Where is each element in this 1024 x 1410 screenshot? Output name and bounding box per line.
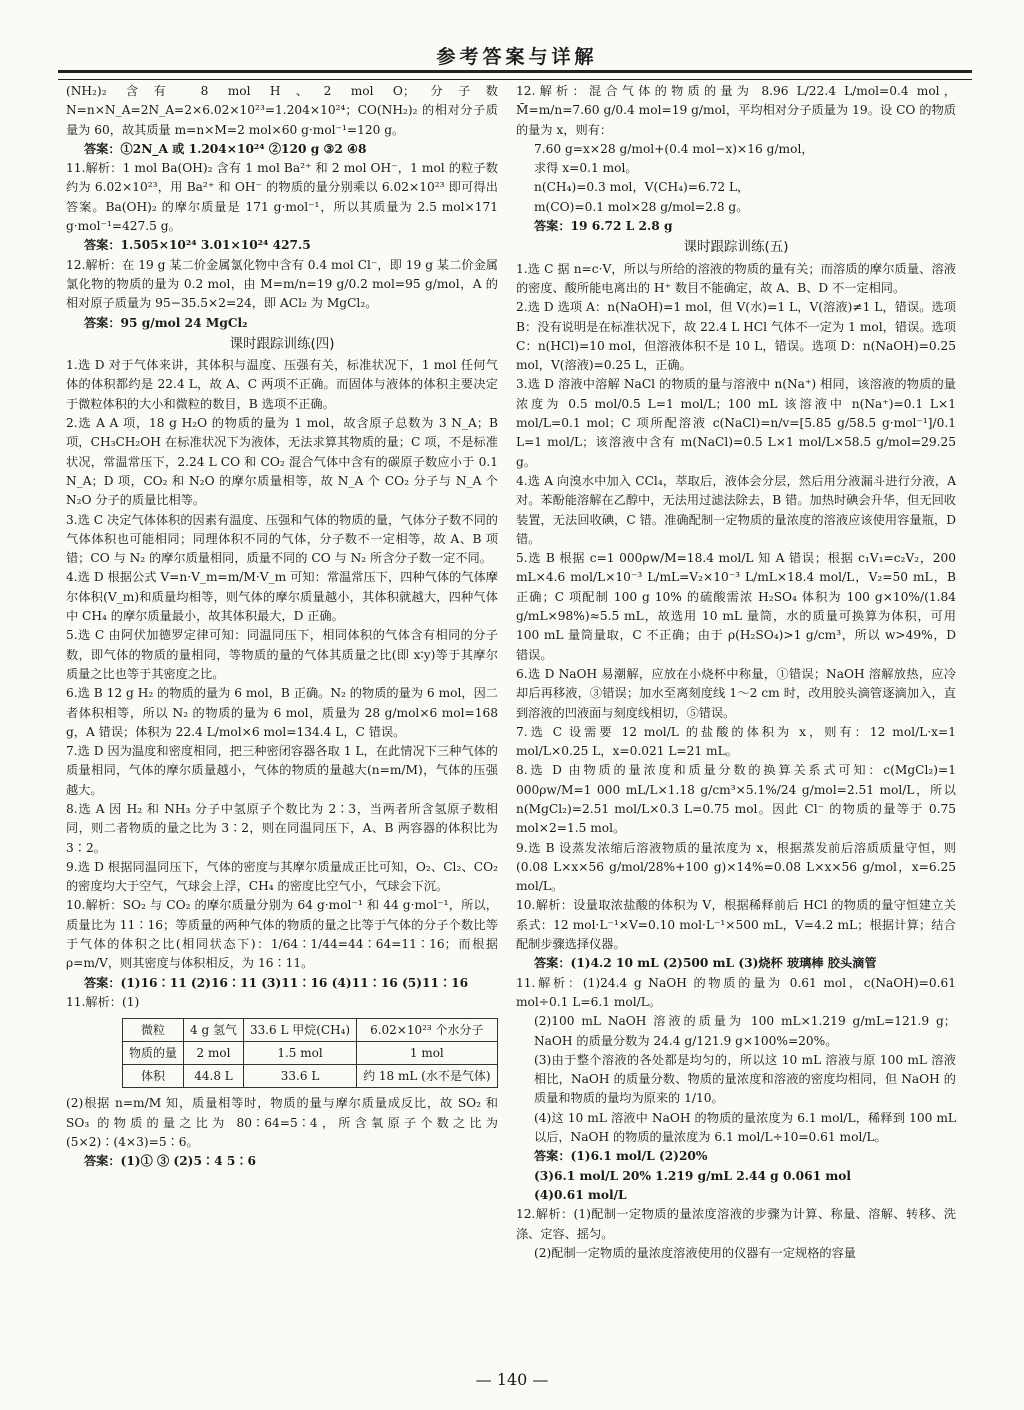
paragraph: 1.选 D 对于气体来讲，其体积与温度、压强有关，标准状况下，1 mol 任何气体的体积都约是 22.4 L，故 A、C 两项不正确。而固体与液体的体积主要决定于微粒体积的大小和微粒的数目，B 选项不正确。 [66,358,498,411]
paragraph: (2)配制一定物质的量浓度溶液使用的仪器有一定规格的容量 [534,1245,856,1260]
table-cell: 33.6 L 甲烷(CH₄) [243,1019,356,1042]
paragraph: 12.解析：混合气体的物质的量为 8.96 L/22.4 L/mol=0.4 mol，M̄=m/n=7.60 g/0.4 mol=19 g/mol，平均相对分子质量为 19。设 CO 的物质的量为 x，则有： [516,84,956,137]
left-column [66,82,498,1171]
paragraph: (3)由于整个溶液的各处都是均匀的，所以这 10 mL 溶液与原 100 mL 溶液相比，NaOH 的质量分数、物质的量浓度和溶液的密度均相同，但 NaOH 的质量和物质的量均为原来的 1/10。 [534,1052,956,1106]
answer-line: 答案：19 6.72 L 2.8 g [534,219,673,234]
paragraph: 11.解析：(1)24.4 g NaOH 的物质的量为 0.61 mol，c(NaOH)=0.61 mol÷0.1 L=6.1 mol/L。 [516,975,956,1009]
page-number: — 140 — [475,1370,549,1389]
answer-line: 答案：95 g/mol 24 MgCl₂ [84,315,248,330]
paragraph: 2.选 A A 项，18 g H₂O 的物质的量为 1 mol，故含原子总数为 3 N_A；B 项，CH₃CH₂OH 在标准状况下为液体，无法求算其物质的量；C 项，不是标准状况，常温常压下，2.24 L CO 和 CO₂ 混合气体中含有的碳原子数应小于 0.1 N_A；D 项，CO₂ 和 N₂O 的摩尔质量相等，故 N_A 个 CO₂ 分子与 N_A 个 N₂O 分子的质量比相等。 [66,416,498,508]
paragraph: 7.选 D 因为温度和密度相同，把三种密闭容器各取 1 L，在此情况下三种气体的质量相同，气体的摩尔质量越小，气体的物质的量越大(n=m/M)，气体的压强越大。 [66,744,498,797]
table-cell: 1.5 mol [243,1042,356,1065]
table-cell: 44.8 L [184,1065,244,1088]
paragraph: 1.选 C 据 n=c·V，所以与所给的溶液的物质的量有关；而溶质的摩尔质量、溶液的密度、酸所能电离出的 H⁺ 数目不能确定，故 A、B、D 不一定相同。 [516,261,956,295]
right-column [516,82,956,1263]
paragraph: m(CO)=0.1 mol×28 g/mol=2.8 g。 [534,199,749,214]
answer-line: 答案：(1)4.2 10 mL (2)500 mL (3)烧杯 玻璃棒 胶头滴管 [534,956,877,971]
header-rule [58,70,972,80]
paragraph: (2)根据 n=m/M 知，质量相等时，物质的量与摩尔质量成反比，故 SO₂ 和 SO₃ 的物质的量之比为 80∶64=5∶4，所含氧原子个数之比为(5×2)∶(4×3)=5∶6。 [66,1096,498,1149]
paragraph: 8.选 A 因 H₂ 和 NH₃ 分子中氢原子个数比为 2∶3，当两者所含氢原子数相同，则二者物质的量之比为 3∶2，则在同温同压下，A、B 两容器的体积比为 3∶2。 [66,801,498,855]
page-header [60,42,974,69]
paragraph: 12.解析：在 19 g 某二价金属氯化物中含有 0.4 mol Cl⁻，即 19 g 某二价金属氯化物的物质的量为 0.2 mol，由 M=m/n=19 g/0.2 mol=95 g/mol，A 的相对原子质量为 95−35.5×2=24，即 ACl₂ 为 MgCl₂。 [66,257,498,311]
paragraph: 4.选 D 根据公式 V=n·V_m=m/M·V_m 可知：常温常压下，四种气体的气体摩尔体积(V_m)和质量均相等，则气体的摩尔质量越小，其体积就越大，四种气体中 CH₄ 的摩尔质量最小，故其体积最大，D 正确。 [66,570,498,624]
paragraph: 7.选 C 设需要 12 mol/L 的盐酸的体积为 x，则有：12 mol/L·x=1 mol/L×0.25 L，x=0.021 L=21 mL。 [516,724,956,759]
table-cell: 体积 [123,1065,184,1088]
answer-line: (4)0.61 mol/L [534,1187,627,1202]
paragraph: (NH₂)₂ 含有 8 mol H、2 mol O；分子数 N=n×N_A=2N_A=2×6.02×10²³=1.204×10²⁴；CO(NH₂)₂ 的相对分子质量为 60，故其质量 m=n×M=2 mol×60 g·mol⁻¹=120 g。 [66,84,498,137]
paragraph: 6.选 B 12 g H₂ 的物质的量为 6 mol，B 正确。N₂ 的物质的量为 6 mol，因二者体积相等，所以 N₂ 的物质的量为 6 mol，质量为 28 g/mol×6 mol=168 g，A 错误；体积为 22.4 L/mol×6 mol=134.4 L，C 错误。 [66,686,498,739]
answer-line: 答案：(1)① ③ (2)5∶4 5∶6 [84,1154,256,1169]
table-cell: 物质的量 [123,1042,184,1065]
paragraph: 2.选 D 选项 A：n(NaOH)=1 mol，但 V(水)=1 L，V(溶液)≠1 L，错误。选项 B：没有说明是在标准状况下，故 22.4 L HCl 气体不一定为 1 mol，错误。选项 C：n(HCl)=10 mol，但溶液体积不是 10 L，错误。选项 D：n(NaOH)=0.25 mol，V(溶液)=0.25 L，正确。 [516,300,956,373]
answer-line: 答案：①2N_A 或 1.204×10²⁴ ②120 g ③2 ④8 [84,141,367,156]
paragraph: 10.解析：SO₂ 与 CO₂ 的摩尔质量分别为 64 g·mol⁻¹ 和 44 g·mol⁻¹，所以，质量比为 11∶16；等质量的两种气体的物质的量之比等于气体的分子个数比等于气体的体积之比(相同状态下)：1/64∶1/44=44∶64=11∶16；而根据 ρ=m/V，则其密度与体积相反，为 16∶11。 [66,898,498,971]
table-cell: 4 g 氢气 [184,1019,244,1042]
section-title: 课时跟踪训练(五) [683,239,789,256]
paragraph: 10.解析：设量取浓盐酸的体积为 V，根据稀释前后 HCl 的物质的量守恒建立关系式：12 mol·L⁻¹×V=0.10 mol·L⁻¹×500 mL，V=4.2 mL；根据计算；结合配制步骤选择仪器。 [516,898,956,952]
paragraph: (2)100 mL NaOH 溶液的质量为 100 mL×1.219 g/mL=121.9 g；NaOH 的质量分数为 24.4 g/121.9 g×100%=20%。 [534,1014,956,1048]
table-row [123,1065,498,1088]
paragraph: 11.解析：(1) [66,994,140,1009]
answer-line: (3)6.1 mol/L 20% 1.219 g/mL 2.44 g 0.061 mol [534,1168,851,1183]
paragraph: 7.60 g=x×28 g/mol+(0.4 mol−x)×16 g/mol， [534,141,814,156]
answer-line: 答案：1.505×10²⁴ 3.01×10²⁴ 427.5 [84,238,311,253]
paragraph: 9.选 B 设蒸发浓缩后溶液物质的量浓度为 x，根据蒸发前后溶质质量守恒，则(0.08 L×x×56 g/mol/28%+100 g)×14%=0.08 L×x×56 g/mol，x=6.25 mol/L。 [516,840,956,894]
answer-line: 答案：(1)16∶11 (2)16∶11 (3)11∶16 (4)11∶16 (5)11∶16 [84,975,469,990]
paragraph: 5.选 B 根据 c=1 000ρw/M=18.4 mol/L 知 A 错误；根据 c₁V₁=c₂V₂，200 mL×4.6 mol/L×10⁻³ L/mL=V₂×10⁻³ L/mL×18.4 mol/L，V₂=50 mL，B 正确；C 项配制 100 g 10% 的硫酸需浓 H₂SO₄ 体积为 100 g×10%/(1.84 g/mL×98%)≈5.5 mL，故选用 10 mL 量筒，水的质量可换算为体积，可用 100 mL 量筒量取，C 不正确；由于 ρ(H₂SO₄)>1 g/cm³，所以 w>49%，D 错误。 [516,551,956,662]
paragraph: 求得 x=0.1 mol。 [534,161,638,176]
paragraph: 9.选 D 根据同温同压下，气体的密度与其摩尔质量成正比可知，O₂、Cl₂、CO₂ 的密度均大于空气，气球会上浮，CH₄ 的密度比空气小，气球会下沉。 [66,859,498,894]
data-table [122,1018,498,1088]
paragraph: 3.选 C 决定气体体积的因素有温度、压强和气体的物质的量，气体分子数不同的气体体积也可能相同；同理体积不同的气体，分子数不一定相等，故 A、B 项错；CO 与 N₂ 的摩尔质量相同，质量不同的 CO 与 N₂ 所含分子数一定不同。 [66,512,498,566]
paragraph: 4.选 A 向溴水中加入 CCl₄，萃取后，液体会分层，然后用分液漏斗进行分液，A 对。苯酚能溶解在乙醇中，无法用过滤法除去，B 错。加热时碘会升华，但无回收装置，无法回收碘，C 错。准确配制一定物质的量浓度的溶液应该使用容量瓶，D 错。 [516,473,956,546]
paragraph: 3.选 D 溶液中溶解 NaCl 的物质的量与溶液中 n(Na⁺) 相同，该溶液的物质的量浓度为 0.5 mol/0.5 L=1 mol/L；100 mL 该溶液中 n(Na⁺)=0.1 L×1 mol/L=0.1 mol；C 项所配溶液 c(NaCl)=n/v=[5.85 g/58.5 g·mol⁻¹]/0.1 L=1 mol/L；该溶液中含有 m(NaCl)=0.5 L×1 mol/L×58.5 g/mol=29.25 g。 [516,377,956,469]
table-row [123,1042,498,1065]
table-cell: 约 18 mL (水不是气体) [357,1065,497,1088]
paragraph: 8.选 D 由物质的量浓度和质量分数的换算关系式可知：c(MgCl₂)=1 000ρw/M=1 000 mL/L×1.18 g/cm³×5.1%/24 g/mol=2.51 mol/L，所以 n(MgCl₂)=2.51 mol/L×0.3 L=0.75 mol。因此 Cl⁻ 的物质的量等于 0.75 mol×2=1.5 mol。 [516,763,956,836]
paragraph: (4)这 10 mL 溶液中 NaOH 的物质的量浓度为 6.1 mol/L，稀释到 100 mL 以后，NaOH 的物质的量浓度为 6.1 mol/L÷10=0.61 mol/L。 [534,1110,956,1145]
table-cell: 微粒 [123,1019,184,1042]
table-cell: 6.02×10²³ 个水分子 [357,1019,497,1042]
answer-line: 答案：(1)6.1 mol/L (2)20% [534,1149,708,1164]
paragraph: 5.选 C 由阿伏加德罗定律可知：同温同压下，相同体积的气体含有相同的分子数，即气体的物质的量相同，等物质的量的气体其质量之比(即 x∶y)等于其摩尔质量之比也等于其密度之比。 [66,628,498,681]
paragraph: 6.选 D NaOH 易潮解，应放在小烧杯中称量，①错误；NaOH 溶解放热，应冷却后再移液，③错误；加水至离刻度线 1～2 cm 时，改用胶头滴管逐滴加入，直到溶液的凹液面与刻度线相切，⑤错误。 [516,666,956,720]
paragraph: n(CH₄)=0.3 mol，V(CH₄)=6.72 L， [534,180,750,195]
table-cell: 2 mol [184,1042,244,1065]
section-title: 课时跟踪训练(四) [229,335,335,352]
paragraph: 11.解析：1 mol Ba(OH)₂ 含有 1 mol Ba²⁺ 和 2 mol OH⁻，1 mol 的粒子数约为 6.02×10²³，用 Ba²⁺ 和 OH⁻ 的物质的量分别乘以 6.02×10²³ 即可得出答案。Ba(OH)₂ 的摩尔质量是 171 g·mol⁻¹，所以其质量为 2.5 mol×171 g·mol⁻¹=427.5 g。 [66,161,498,234]
paragraph: 12.解析：(1)配制一定物质的量浓度溶液的步骤为计算、称量、溶解、转移、洗涤、定容、摇匀。 [516,1207,956,1241]
table-cell: 1 mol [357,1042,497,1065]
page-title: 参考答案与详解 [436,46,598,68]
table-cell: 33.6 L [243,1065,356,1088]
table-row [123,1019,498,1042]
